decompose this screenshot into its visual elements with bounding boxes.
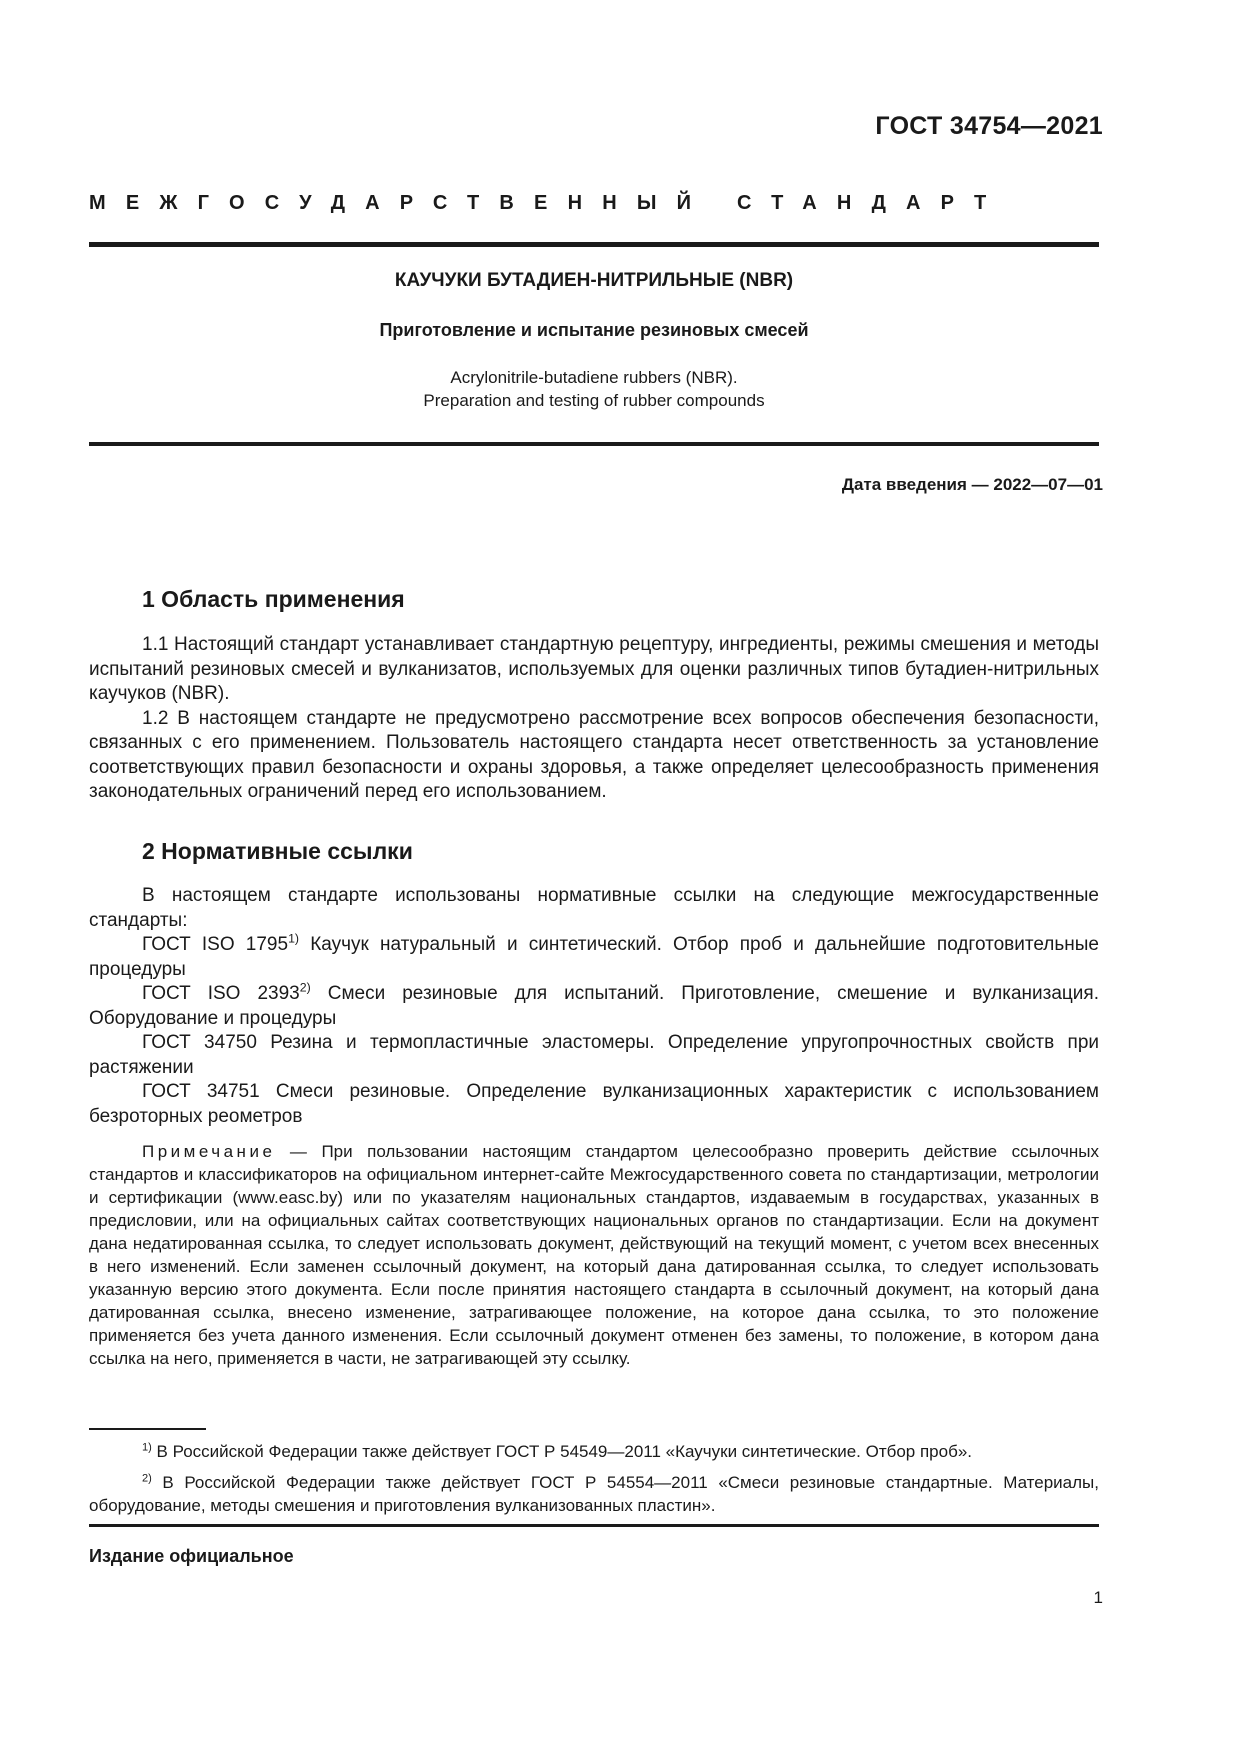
page-number: 1 [1093,1588,1103,1607]
reference-item [89,933,1099,982]
title-rule [89,442,1099,446]
footnote-mark: 1) [142,1441,152,1454]
note-dash: — [275,1142,322,1161]
english-title-line-1: Acrylonitrile-butadiene rubbers (NBR). [450,368,738,387]
standard-type-heading: МЕЖГОСУДАРСТВЕННЫЙ СТАНДАРТ [89,192,1007,214]
footnote-mark: 2) [142,1472,152,1485]
section-2-heading: 2 Нормативные ссылки [142,838,413,864]
section-2-body [89,884,1099,1129]
document-code: ГОСТ 34754—2021 [875,112,1103,140]
note [89,1140,1099,1370]
english-title [89,366,1099,412]
bottom-rule [89,1524,1099,1527]
footnotes [89,1440,1099,1525]
section-1-body [89,633,1099,805]
introduction-date: Дата введения — 2022—07—01 [841,475,1103,494]
reference-item: ГОСТ 34750 Резина и термопластичные эластомеры. Определение упругопрочностных свойств при растяжении [89,1032,1099,1078]
footnote-separator [89,1428,206,1430]
footnote-text: В Российской Федерации также действует ГОСТ Р 54549—2011 «Каучуки синтетические. Отбор проб». [151,1442,973,1461]
reference-text: Каучук натуральный и синтетический. Отбор проб и дальнейшие подготовительные процедуры [89,934,1099,980]
references-intro: В настоящем стандарте использованы нормативные ссылки на следующие межгосударственные стандарты: [89,885,1099,931]
paragraph-1-2: 1.2 В настоящем стандарте не предусмотрено рассмотрение всех вопросов обеспечения безопасности, связанных с его применением. Пользователь настоящего стандарта несет ответственность за установление соответствующих правил безопасности и охраны здоровья, а также определяет целесообразность применения законодательных ограничений перед его использованием. [89,707,1099,802]
document-subtitle: Приготовление и испытание резиновых смесей [379,320,809,340]
note-text: При пользовании настоящим стандартом целесообразно проверить действие ссылочных стандартов и классификаторов на официальном интернет-сайте Межгосударственного совета по стандартизации, метрологии и сертификации (www.easc.by) или по указателям национальных стандартов, издаваемым в государствах, указанных в предисловии, или на официальных сайтах соответствующих национальных органов по стандартизации. Если на документ дана недатированная ссылка, то следует использовать документ, действующий на текущий момент, с учетом всех внесенных в него изменений. Если заменен ссылочный документ, на который дана датированная ссылка, то следует использовать указанную версию этого документа. Если после принятия настоящего стандарта в ссылочный документ, на который дана датированная ссылка, внесено изменение, затрагивающее положение, на которое дана ссылка, то это положение применяется без учета данного изменения. Если ссылочный документ отменен без замены, то положение, в котором дана ссылка на него, применяется в части, не затрагивающей эту ссылку. [89,1142,1099,1368]
footnote-2 [89,1471,1099,1517]
reference-text: Смеси резиновые для испытаний. Приготовление, смешение и вулканизация. Оборудование и процедуры [89,983,1099,1029]
reference-item [89,982,1099,1031]
footnote-text: В Российской Федерации также действует ГОСТ Р 54554—2011 «Смеси резиновые стандартные. Материалы, оборудование, методы смешения и приготовления вулканизованных пластин». [89,1473,1099,1515]
reference-item: ГОСТ 34751 Смеси резиновые. Определение вулканизационных характеристик с использованием безроторных реометров [89,1081,1099,1127]
reference-code: ГОСТ ISO 2393 [142,983,300,1004]
reference-code: ГОСТ ISO 1795 [142,934,289,955]
english-title-line-2: Preparation and testing of rubber compounds [423,391,765,410]
footnote-marker: 1) [288,931,300,946]
paragraph-1-1: 1.1 Настоящий стандарт устанавливает стандартную рецептуру, ингредиенты, режимы смешения и методы испытаний резиновых смесей и вулканизатов, используемых для оценки различных типов бутадиен-нитрильных каучуков (NBR). [89,634,1099,704]
footnote-1 [89,1440,1099,1463]
top-rule [89,242,1099,247]
note-label: Примечание [142,1142,276,1161]
footnote-marker: 2) [299,980,311,995]
document-title: КАУЧУКИ БУТАДИЕН-НИТРИЛЬНЫЕ (NBR) [394,270,794,291]
section-1-heading: 1 Область применения [142,586,405,612]
edition-label: Издание официальное [89,1546,294,1566]
